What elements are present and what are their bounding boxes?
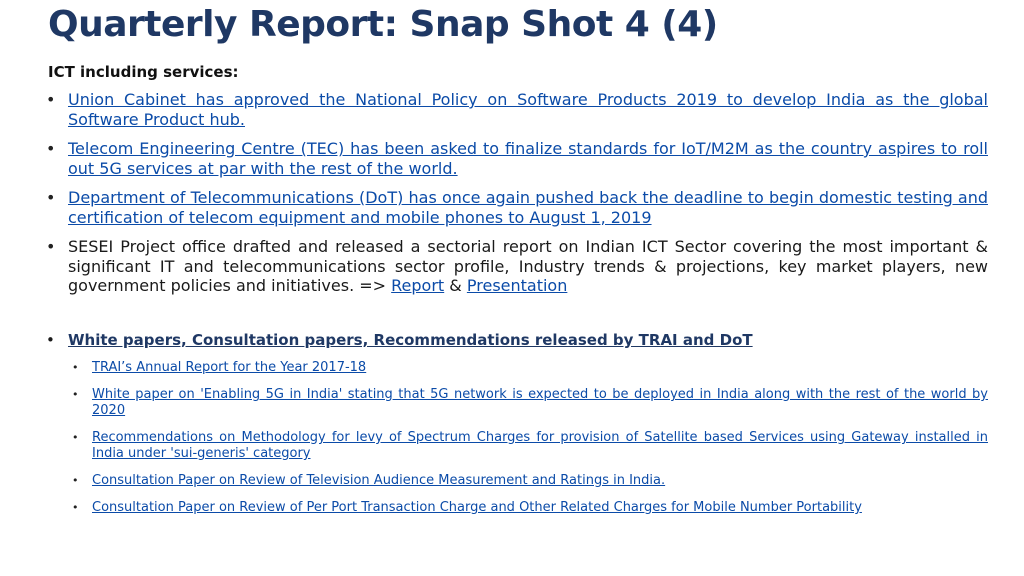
- white-papers-list: [70, 360, 988, 527]
- white-papers-heading: [44, 331, 988, 349]
- tec-link[interactable]: Telecom Engineering Centre (TEC) has been asked to finalize standards for IoT/M2M as the country aspires to roll out 5G services at par with the rest of the world.: [68, 139, 988, 178]
- list-item: [70, 360, 988, 376]
- white-paper-5g-link[interactable]: White paper on 'Enabling 5G in India' stating that 5G network is expected to be deployed in India along with the rest of the world by 2020: [92, 387, 988, 418]
- section-heading: ICT including services:: [48, 63, 239, 81]
- list-item: [70, 430, 988, 462]
- list-item: [70, 387, 988, 419]
- annual-report-link[interactable]: TRAI’s Annual Report for the Year 2017-18: [92, 360, 367, 375]
- list-item: [44, 139, 988, 178]
- policy-link[interactable]: Union Cabinet has approved the National Policy on Software Products 2019 to develop India as the global Software Product hub.: [68, 90, 988, 129]
- list-item: [44, 237, 988, 296]
- ampersand: &: [449, 276, 462, 295]
- tv-audience-consultation-link[interactable]: Consultation Paper on Review of Television Audience Measurement and Ratings in India.: [92, 473, 666, 488]
- mnp-consultation-link[interactable]: Consultation Paper on Review of Per Port Transaction Charge and Other Related Charges for Mobile Number Portability: [92, 500, 862, 515]
- list-item: [44, 90, 988, 129]
- list-item: [70, 473, 988, 489]
- sesei-text: SESEI Project office drafted and released a sectorial report on Indian ICT Sector covering the most important & significant IT and telecommunications sector profile, Industry trends & projections, key market players, new government policies and initiatives. =>: [68, 237, 988, 295]
- report-link[interactable]: Report: [391, 276, 445, 295]
- white-papers-heading-link[interactable]: White papers, Consultation papers, Recommendations released by TRAI and DoT: [68, 331, 753, 349]
- dot-link[interactable]: Department of Telecommunications (DoT) has once again pushed back the deadline to begin domestic testing and certification of telecom equipment and mobile phones to August 1, 2019: [68, 188, 988, 227]
- list-item: [70, 500, 988, 516]
- spectrum-recommendations-link[interactable]: Recommendations on Methodology for levy of Spectrum Charges for provision of Satellite based Services using Gateway installed in India under 'sui-generis' category: [92, 430, 988, 461]
- presentation-link[interactable]: Presentation: [466, 276, 568, 295]
- list-item: [44, 188, 988, 227]
- main-bullet-list: [44, 90, 988, 306]
- page-title: Quarterly Report: Snap Shot 4 (4): [48, 4, 718, 45]
